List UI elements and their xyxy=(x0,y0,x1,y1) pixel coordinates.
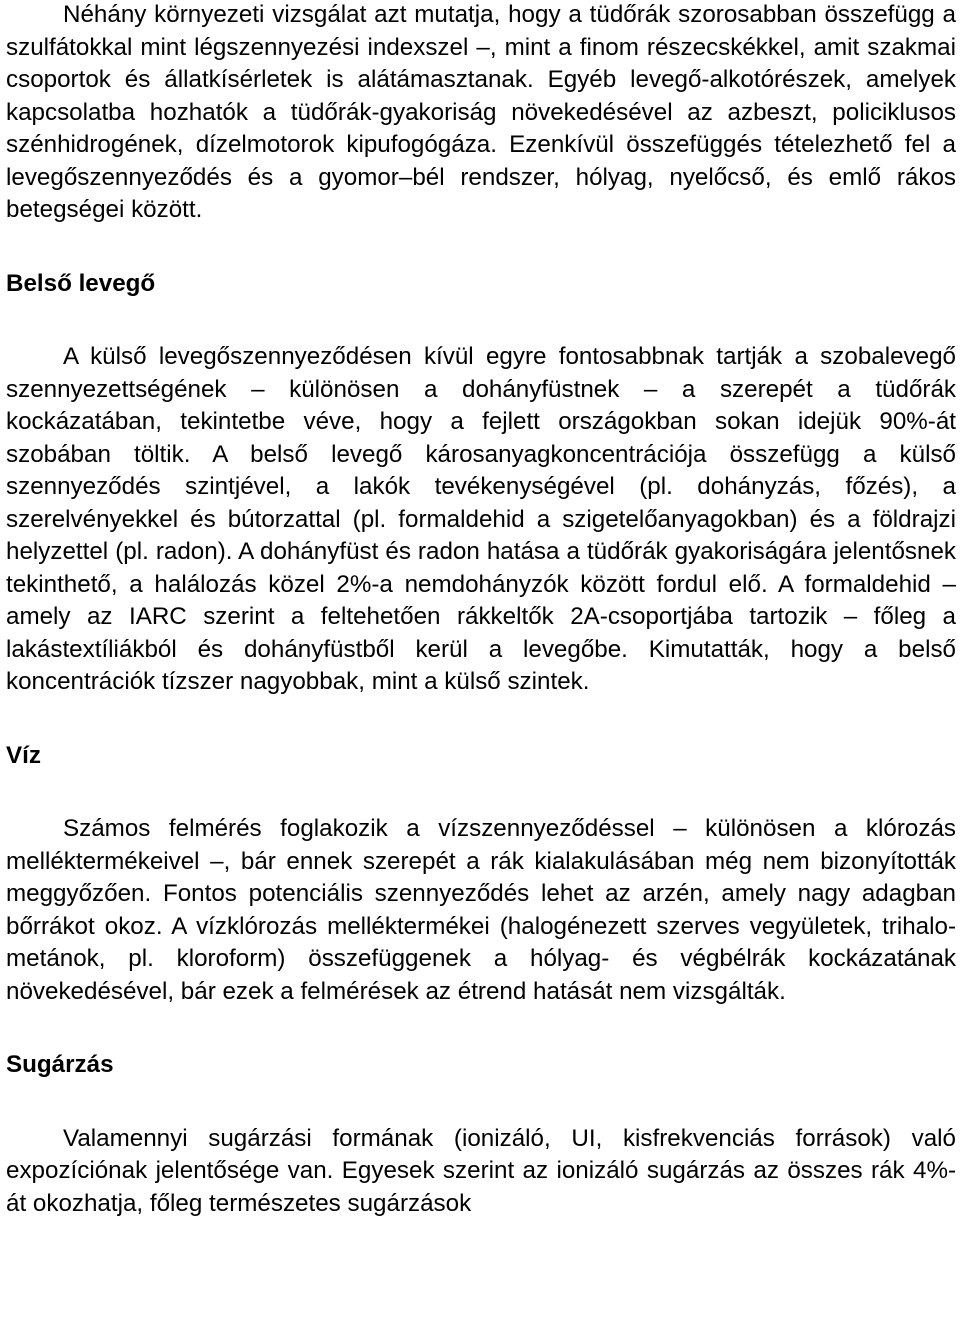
section-paragraph-indoor-air: A külső levegőszennyeződésen kívül egyre fontosabbnak tartják a szobalevegő szennyezettségének – különösen a dohányfüstnek – a szerepét a tüdőrák kockázatában, tekintetbe véve, hogy a fejlett országokban sokan idejük 90%-át szobában töltik. A belső levegő károsanyagkoncentrációja összefügg a külső szennyeződés szintjével, a lakók tevékenységével (pl. dohányzás, főzés), a szerelvényekkel és bútorzattal (pl. formaldehid a szigetelőanyagokban) és a földrajzi helyzettel (pl. radon). A dohányfüst és radon hatása a tüdőrák gyakoriságára jelentősnek tekinthető, a halálozás közel 2%-a nemdohányzók között fordul elő. A formaldehid – amely az IARC szerint a feltehetően rákkeltők 2A-csoportjába tartozik – főleg a lakástextíliákból és dohányfüstből kerül a levegőbe. Kimutatták, hogy a belső koncentrációk tízszer nagyobbak, mint a külső szintek. xyxy=(6,343,956,695)
section-heading-water: Víz xyxy=(6,741,41,769)
section-heading-radiation: Sugárzás xyxy=(6,1051,114,1078)
intro-paragraph: Néhány környezeti vizsgálat azt mutatja, hogy a tüdőrák szorosabban összefügg a szulfátokkal mint légszennyezési indexszel –, mint a finom részecskékkel, amit szakmai csoportok és állatkísérletek is alátámasztanak. Egyéb levegő-alkotórészek, amelyek kapcsolatba hozhatók a tüdőrák-gyakoriság növekedésével az azbeszt, policiklusos szénhidrogének, dízelmotorok kipufogógáza. Ezenkívül összefüggés tételezhető fel a levegőszennyeződés és a gyomor–bél rendszer, hólyag, nyelőcső, és emlő rákos betegségei között. xyxy=(6,1,956,223)
section-heading-indoor-air: Belső levegő xyxy=(6,269,156,297)
document-page xyxy=(6,0,956,1220)
section-paragraph-water: Számos felmérés foglakozik a vízszennyeződéssel – különösen a klórozás melléktermékeivel –, bár ennek szerepét a rák kialakulásában még nem bizonyították meggyőzően. Fontos potenciális szennyeződés lehet az arzén, amely nagy adagban bőrrákot okoz. A vízklórozás melléktermékei (halogénezett szerves vegyületek, trihalo-metánok, pl. kloroform) összefüggenek a hólyag- és végbélrák kockázatának növekedésével, bár ezek a felmérések az étrend hatását nem vizsgálták. xyxy=(6,815,956,1005)
section-paragraph-radiation: Valamennyi sugárzási formának (ionizáló, UI, kisfrekvenciás források) való expozíciónak jelentősége van. Egyesek szerint az ionizáló sugárzás az összes rák 4%-át okozhatja, főleg természetes sugárzások xyxy=(6,1124,956,1217)
